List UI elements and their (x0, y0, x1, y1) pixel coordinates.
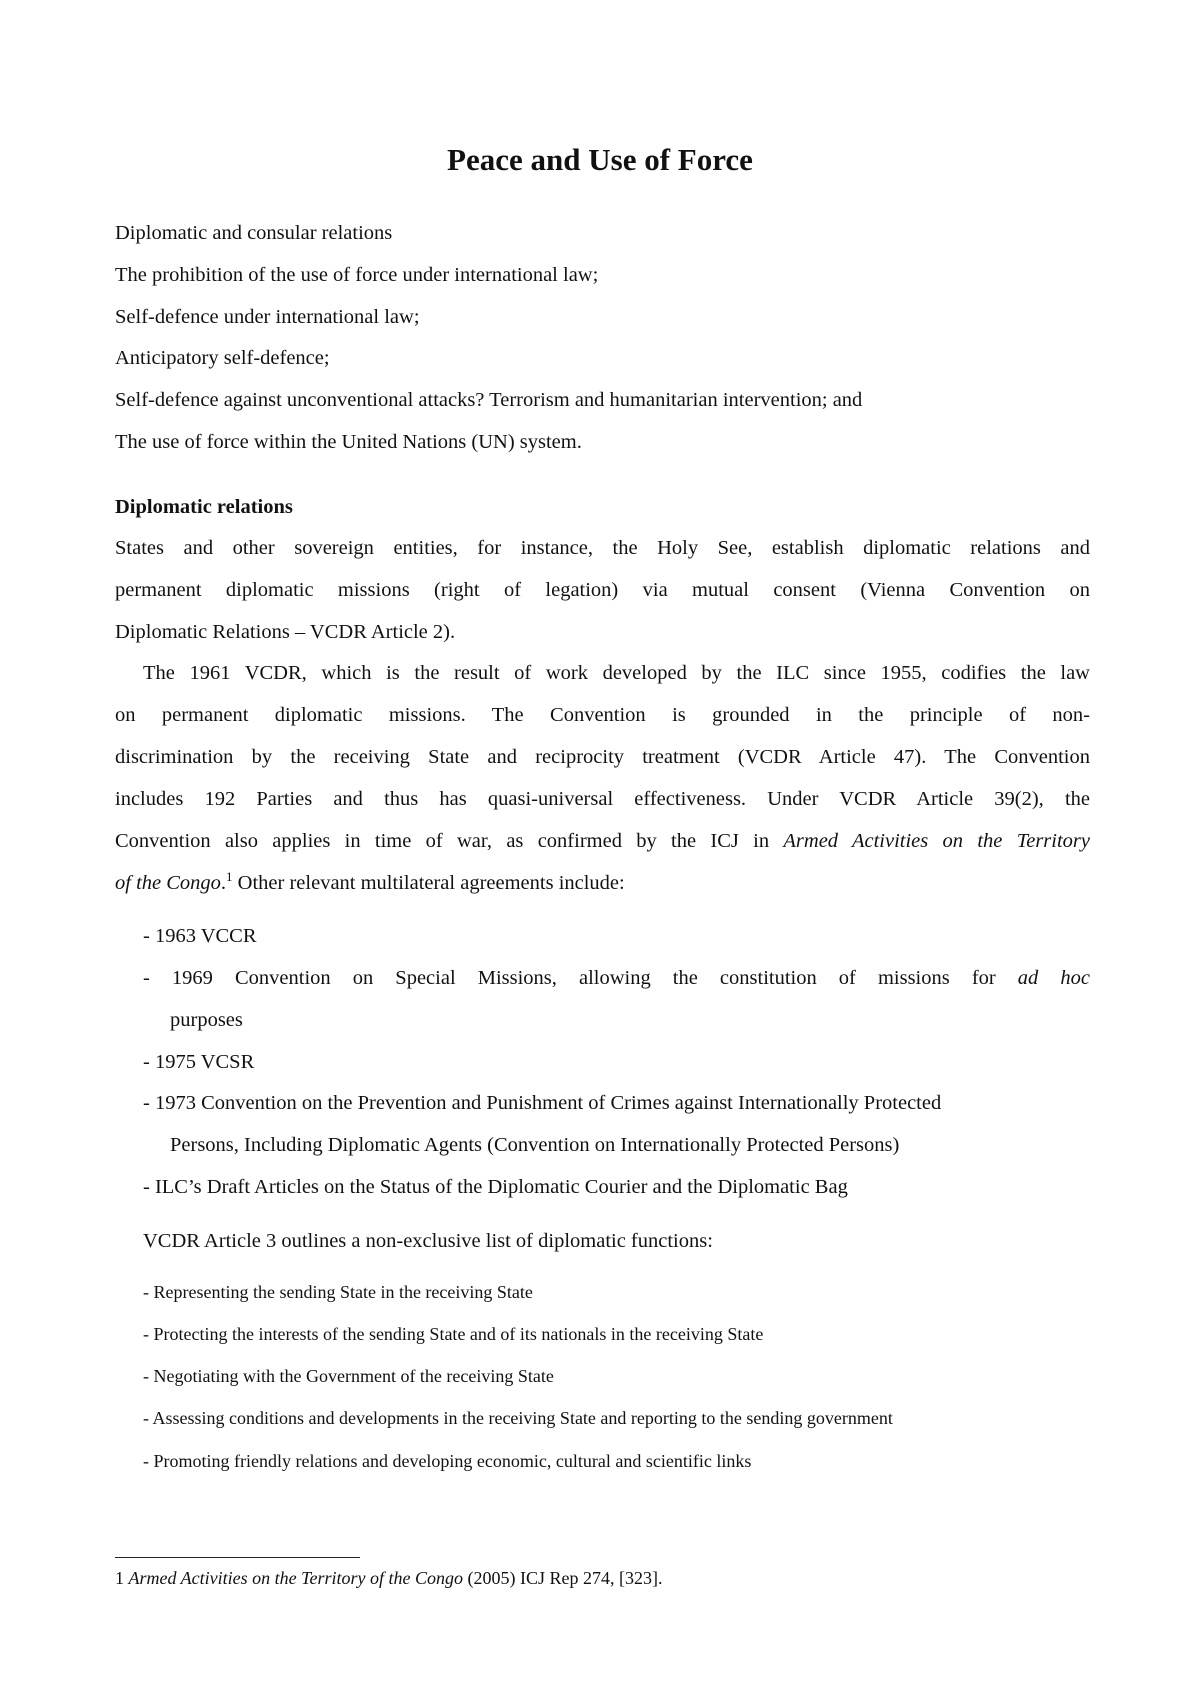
footnote (115, 1566, 662, 1590)
footnote-citation: (2005) ICJ Rep 274, [323]. (462, 1568, 663, 1588)
agreement-item: - 1975 VCSR (143, 1051, 255, 1073)
paragraph-line: States and other sovereign entities, for instance, the Holy See, establish diplomatic relations and (115, 537, 1090, 559)
agreement-continuation: Persons, Including Diplomatic Agents (Convention on Internationally Protected Persons) (170, 1134, 900, 1156)
paragraph-line: permanent diplomatic missions (right of legation) via mutual consent (Vienna Convention on (115, 579, 1090, 601)
function-item: - Assessing conditions and developments in the receiving State and reporting to the sending government (143, 1408, 893, 1428)
paragraph-line (115, 869, 625, 897)
functions-intro: VCDR Article 3 outlines a non-exclusive list of diplomatic functions: (143, 1230, 713, 1252)
agreement-item: - 1963 VCCR (143, 925, 257, 947)
topic-item: Self-defence under international law; (115, 306, 420, 328)
function-item: - Negotiating with the Government of the receiving State (143, 1366, 554, 1386)
agreement-italic: ad hoc (1017, 967, 1090, 989)
footnote-case-name: Armed Activities on the Territory of the Congo (128, 1568, 463, 1588)
agreement-continuation: purposes (170, 1009, 243, 1031)
page-title: Peace and Use of Force (447, 142, 753, 177)
agreement-item (143, 964, 1090, 992)
function-item: - Promoting friendly relations and developing economic, cultural and scientific links (143, 1451, 752, 1471)
case-name: of the Congo (115, 872, 221, 894)
paragraph-line: Diplomatic Relations – VCDR Article 2). (115, 621, 456, 643)
function-item: - Protecting the interests of the sending State and of its nationals in the receiving State (143, 1324, 764, 1344)
paragraph-line: on permanent diplomatic missions. The Convention is grounded in the principle of non- (115, 704, 1090, 726)
paragraph-line: discrimination by the receiving State and reciprocity treatment (VCDR Article 47). The Convention (115, 746, 1090, 768)
topic-item: The prohibition of the use of force under international law; (115, 264, 599, 286)
topic-item: Self-defence against unconventional attacks? Terrorism and humanitarian intervention; and (115, 389, 863, 411)
agreement-text: - 1969 Convention on Special Missions, allowing the constitution of missions for (143, 967, 1018, 989)
paragraph-text: Convention also applies in time of war, as confirmed by the ICJ in (115, 830, 784, 852)
footnote-ref[interactable]: 1 (226, 869, 233, 885)
footnote-separator (115, 1557, 360, 1558)
section-heading: Diplomatic relations (115, 496, 293, 518)
case-name: Armed Activities on the Territory (783, 830, 1090, 852)
paragraph-line (115, 827, 1090, 855)
paragraph-line: The 1961 VCDR, which is the result of work developed by the ILC since 1955, codifies the law (143, 662, 1090, 684)
agreement-item: - ILC’s Draft Articles on the Status of the Diplomatic Courier and the Diplomatic Bag (143, 1176, 848, 1198)
paragraph-text: Other relevant multilateral agreements include: (232, 872, 625, 894)
function-item: - Representing the sending State in the receiving State (143, 1282, 533, 1302)
paragraph-text: . (220, 872, 227, 894)
agreement-item: - 1973 Convention on the Prevention and Punishment of Crimes against Internationally Protected (143, 1092, 942, 1114)
topic-item: Diplomatic and consular relations (115, 222, 393, 244)
topic-item: Anticipatory self-defence; (115, 347, 330, 369)
footnote-number: 1 (115, 1568, 129, 1588)
paragraph-line: includes 192 Parties and thus has quasi-universal effectiveness. Under VCDR Article 39(2), the (115, 788, 1090, 810)
topic-item: The use of force within the United Nations (UN) system. (115, 431, 582, 453)
